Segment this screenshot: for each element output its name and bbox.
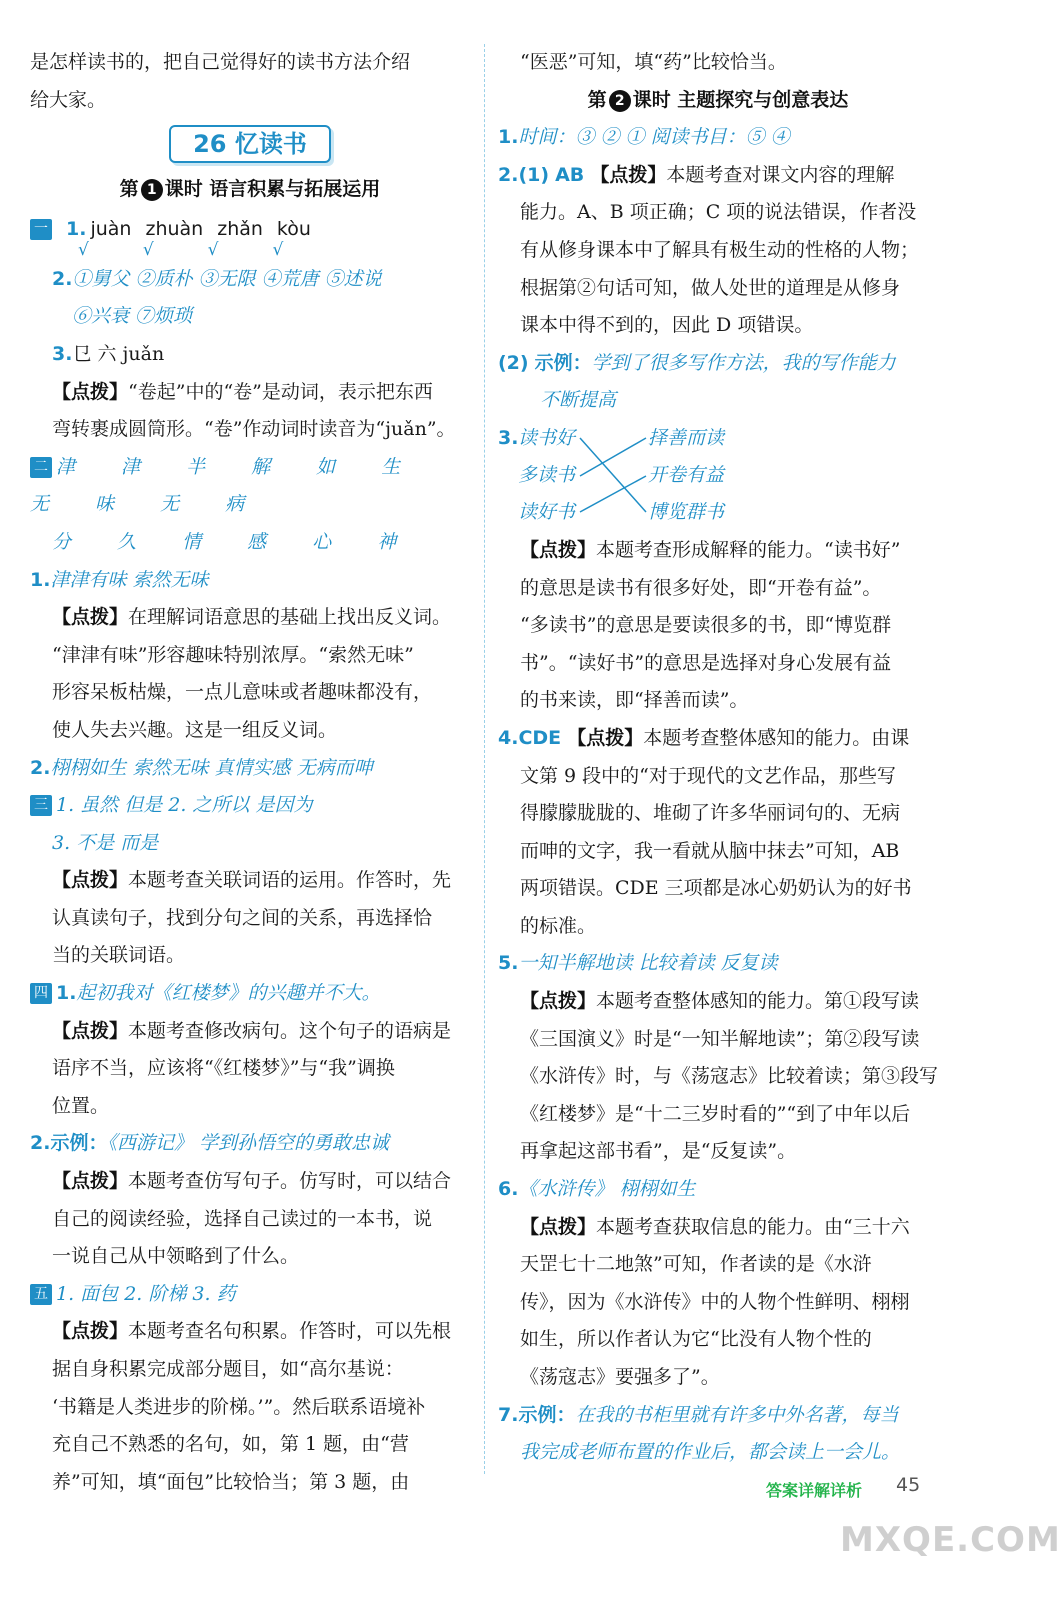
r-q6-tip-5: 《荡寇志》要强多了”。: [520, 1366, 720, 1388]
page-number: 45: [896, 1474, 921, 1496]
lesson-2-title: 第 2 课时 主题探究与创意表达: [587, 88, 849, 111]
section-4-badge: 四: [30, 983, 52, 1004]
s4q1-answer: 起初我对《红楼梦》的兴趣并不大。: [76, 982, 381, 1005]
check-marks: √√√√: [78, 239, 338, 260]
r-q5-tip-3: 《水浒传》时，与《荡寇志》比较着读；第③段写: [520, 1065, 939, 1088]
s4q1-tip-3: 位置。: [52, 1094, 110, 1117]
s4q2-tip-3: 一说自己从中领略到了什么。: [52, 1245, 300, 1268]
r-q5-tip-1: 【点拨】本题考查整体感知的能力。第①段写读: [520, 990, 920, 1013]
match-right-3: 博览群书: [648, 500, 725, 523]
s4q2-tip-1: 【点拨】本题考查仿写句子。仿写时，可以结合: [52, 1170, 452, 1193]
r-q6-answer: 《水浒传》 栩栩如生: [518, 1178, 696, 1201]
unit-title-wrap: [30, 119, 470, 171]
section-3-answer-2: 3. 不是 而是: [52, 831, 159, 854]
section-5-answer: 1. 面包 2. 阶梯 3. 药: [56, 1282, 236, 1305]
r-q7-answer: 在我的书柜里就有许多中外名著，每当: [575, 1403, 899, 1426]
left-column: [30, 44, 470, 1501]
section-3-line-2: [30, 825, 470, 863]
q3-label: 3.: [52, 342, 73, 365]
section-4-q2: 2.示例：《西游记》 学到孙悟空的勇敢忠诚: [30, 1132, 390, 1155]
pinyin-1: juàn: [90, 217, 132, 240]
right-continuation: “医恶”可知，填“药”比较恰当。: [520, 51, 787, 73]
r-q2-tip-3: 有从修身课本中了解具有极生动的性格的人物；: [520, 238, 920, 261]
q1-label: 1.: [66, 217, 87, 240]
q2-label: 2.: [52, 267, 73, 290]
lesson-1-title: [30, 171, 470, 209]
unit-title: 26 忆读书: [169, 125, 331, 163]
r-q5-tip-2: 《三国演义》时是“一知半解地读”；第②段写读: [520, 1027, 920, 1050]
match-right-2: 开卷有益: [648, 463, 725, 486]
right-column: [498, 44, 938, 1472]
section-3-answer-1: 1. 虽然 但是 2. 之所以 是因为: [56, 794, 313, 817]
match-line-2: [580, 438, 646, 476]
lesson-1-prefix: 第: [119, 178, 139, 201]
section-2-q2: 2.栩栩如生 索然无味 真情实感 无病而呻: [30, 756, 373, 779]
s3-tip-3: 当的关联词语。: [52, 944, 186, 967]
s2q1-tip-4: 使人失去兴趣。这是一组反义词。: [52, 718, 338, 741]
r-q4-tip-5: 两项错误。CDE 三项都是冰心奶奶认为的好书: [520, 877, 912, 900]
answer-key-badge: 答案详解详析: [766, 1481, 863, 1500]
s2q1-tip-3: 形容呆板枯燥，一点儿意味或者趣味都没有，: [52, 681, 433, 704]
r-q2-line-1: 2.(1) AB 【点拨】本题考查对课文内容的理解: [498, 163, 895, 186]
r-q3-tip-1: 【点拨】本题考查形成解释的能力。“读书好”: [520, 538, 901, 561]
section-4-q1: 四 1.起初我对《红楼梦》的兴趣并不大。: [30, 975, 470, 1013]
r-q1: 1.时间：③ ② ① 阅读书目：⑤ ④: [498, 126, 790, 149]
section-3-badge: 三: [30, 795, 52, 816]
section-1-q2-line-2: [30, 298, 470, 336]
r-q6: 6.《水浒传》 栩栩如生: [498, 1178, 696, 1201]
r-q5: 5.一知半解地读 比较着读 反复读: [498, 952, 778, 975]
s5-tip-1: 【点拨】本题考查名句积累。作答时，可以先根: [52, 1320, 452, 1343]
r-q3-tip-2: 的意思是读书有很多好处，即“开卷有益”。: [520, 576, 882, 599]
q3-tip-line-1: 【点拨】“卷起”中的“卷”是动词，表示把东西: [52, 380, 433, 403]
r-q6-tip-1: 【点拨】本题考查获取信息的能力。由“三十六: [520, 1215, 910, 1238]
q2-answer-1: ①舅父 ②质朴 ③无限 ④荒唐 ⑤述说: [72, 267, 382, 290]
lesson-2-number: 2: [609, 90, 631, 112]
lesson-1-number: 1: [141, 179, 163, 201]
r-q1-answer: 时间：③ ② ① 阅读书目：⑤ ④: [518, 126, 790, 149]
section-1-q3: [30, 336, 470, 374]
section-5: [30, 1276, 470, 1314]
section-3-line-1: [30, 787, 470, 825]
s4q1-tip-2: 语序不当，应该将“《红楼梦》”与“我”调换: [52, 1057, 395, 1080]
s5-tip-3: ‘书籍是人类进步的阶梯。’”。然后联系语境补: [52, 1395, 426, 1418]
s4q2-answer: 《西游记》 学到孙悟空的勇敢忠诚: [107, 1132, 390, 1155]
tip-label: 【点拨】: [52, 380, 129, 403]
s5-tip-4: 充自己不熟悉的名句，如，第 1 题，由“营: [52, 1433, 409, 1456]
r-q4-tip-3: 得朦朦胧胧的、堆砌了许多华丽词句的、无病: [520, 802, 901, 825]
r-q2-tip-2: 能力。A、B 项正确；C 项的说法错误，作者没: [520, 201, 917, 224]
s3-tip-2: 认真读句子，找到分句之间的关系，再选择恰: [52, 906, 433, 929]
r-q4-tip-6: 的标准。: [520, 914, 597, 937]
r-q5-tip-4: 《红楼梦》是“十二三岁时看的”“到了中年以后: [520, 1102, 911, 1125]
example-label: 示例：: [50, 1132, 108, 1155]
q3-answer: 㔾 六 juǎn: [72, 342, 165, 365]
s2q1-tip-1: 【点拨】在理解词语意思的基础上找出反义词。: [52, 606, 452, 629]
r-q7: 7.示例：在我的书柜里就有许多中外名著，每当: [498, 1403, 899, 1426]
section-2-line-1: [30, 449, 470, 524]
s2q2-answer: 栩栩如生 索然无味 真情实感 无病而呻: [50, 756, 373, 779]
r-q4-answer: CDE: [518, 726, 562, 749]
section-2-line-2: [30, 524, 470, 562]
match-left-1: 读书好: [518, 426, 576, 449]
r-q6-tip-3: 传》，因为《水浒传》中的人物个性鲜明、栩栩: [520, 1290, 910, 1313]
s4q1-tip-1: 【点拨】本题考查修改病句。这个句子的语病是: [52, 1019, 452, 1042]
r-q2-example: 学到了很多写作方法，我的写作能力: [591, 351, 896, 374]
s4q2-tip-2: 自己的阅读经验，选择自己读过的一本书，说: [52, 1207, 433, 1230]
section-2-q1: 1.津津有味 索然无味: [30, 568, 209, 591]
r-q3-tip-3: “多读书”的意思是要读很多的书，即“博览群: [520, 614, 892, 637]
r-q5-tip-5: 再拿起这部书看”，是“反复读”。: [520, 1140, 797, 1163]
section-1-badge: 一: [30, 219, 52, 240]
s2q1-answer: 津津有味 索然无味: [50, 568, 209, 591]
r-q3-tip-4: 书”。“读好书”的意思是选择对身心发展有益: [520, 651, 892, 674]
lesson-1-name: 课时 语言积累与拓展运用: [164, 178, 381, 201]
intro-line-2: 给大家。: [30, 88, 107, 111]
r-q3-matching: 3. 读书好 多读书 读好书 择善而读 开卷有益 博览群书: [498, 420, 938, 532]
r-q5-answer: 一知半解地读 比较着读 反复读: [518, 952, 778, 975]
watermark: MXQE.COM: [840, 1520, 1061, 1560]
r-q4: 4.CDE 【点拨】本题考查整体感知的能力。由课: [498, 726, 910, 749]
column-divider: [484, 44, 485, 1474]
pinyin-4: kòu: [276, 217, 311, 240]
r-q6-tip-2: 天罡七十二地煞”可知，作者读的是《水浒: [520, 1253, 872, 1276]
section-2-chars-2: 分 久 情 感 心 神: [52, 530, 417, 553]
s5-tip-5: 养”可知，填“面包”比较恰当；第 3 题，由: [52, 1470, 410, 1493]
r-q2-example-2: 不断提高: [540, 389, 617, 412]
intro-line-1: 是怎样读书的，把自己觉得好的读书方法介绍: [30, 51, 411, 73]
section-1-q2-line-1: [30, 261, 470, 299]
section-1-q1: [30, 215, 470, 243]
match-left-3: 读好书: [518, 500, 576, 523]
match-line-1: [580, 438, 646, 512]
r-q2-tip-5: 课本中得不到的，因此 D 项错误。: [520, 314, 814, 337]
q2-answer-2: ⑥兴衰 ⑦烦琐: [72, 305, 193, 328]
r-q7-answer-2: 我完成老师布置的作业后，都会读上一会儿。: [520, 1441, 901, 1464]
match-left-2: 多读书: [518, 463, 576, 486]
pinyin-2: zhuàn: [145, 217, 204, 240]
r-q4-tip-4: 而呻的文字，我一看就从脑中抹去”可知，AB: [520, 839, 900, 862]
s2q1-tip-2: “津津有味”形容趣味特别浓厚。“索然无味”: [52, 643, 414, 666]
lesson-2-name: 课时 主题探究与创意表达: [632, 88, 849, 111]
section-2-badge: 二: [30, 457, 52, 478]
r-q6-tip-4: 如生，所以作者认为它“比没有人物个性的: [520, 1328, 872, 1351]
s3-tip-1: 【点拨】本题考查关联词语的运用。作答时，先: [52, 869, 452, 892]
match-line-3: [580, 476, 646, 512]
match-right-1: 择善而读: [648, 426, 725, 449]
section-2-chars-1: 津 津 半 解 如 生 无 味 无 病: [30, 455, 421, 516]
r-q2-answer: AB: [555, 163, 585, 186]
r-q2-tip-4: 根据第②句话可知，做人处世的道理是从修身: [520, 276, 901, 299]
r-q2-sub2: (2) 示例：学到了很多写作方法，我的写作能力: [498, 351, 896, 374]
section-5-badge: 五: [30, 1284, 52, 1305]
r-q4-tip-2: 文第 9 段中的“对于现代的文艺作品，那些写: [520, 764, 896, 787]
pinyin-3: zhǎn: [217, 217, 263, 240]
q3-tip-line-2: 弯转裹成圆筒形。“卷”作动词时读音为“juǎn”。: [52, 418, 456, 441]
s5-tip-2: 据自身积累完成部分题目，如“高尔基说：: [52, 1358, 404, 1380]
r-q3-tip-5: 的书来读，即“择善而读”。: [520, 689, 749, 712]
